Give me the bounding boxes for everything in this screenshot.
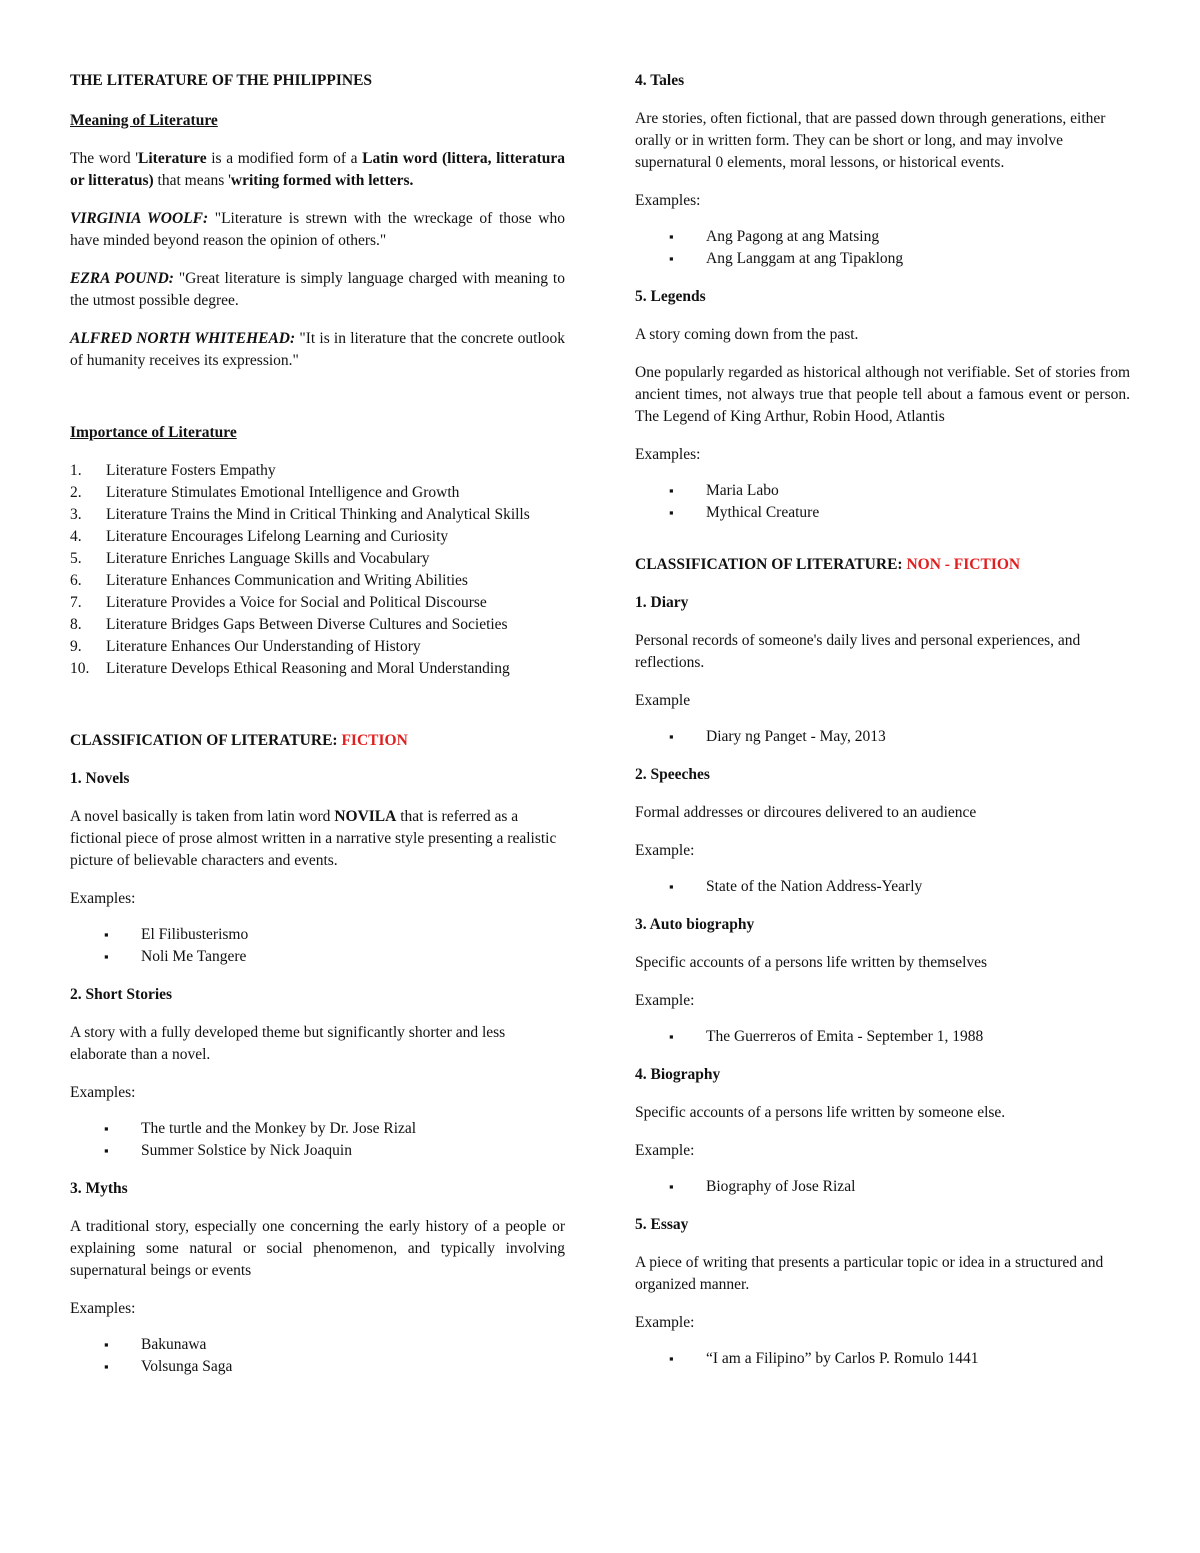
quote-text: "Great literature is simply language charged with meaning to the utmost possible degree. <box>70 270 565 309</box>
tales-description: Are stories, often fictional, that are passed down through generations, either orally or in written form. They can be short or long, and may involve supernatural 0 elements, moral lessons, or historical events. <box>635 110 1106 171</box>
biography-examples-label: Example: <box>635 1142 695 1159</box>
novels-desc-bold: NOVILA <box>334 808 397 825</box>
list-item <box>70 924 565 946</box>
bullet-icon: ▪ <box>669 1351 674 1366</box>
item-text: Literature Enhances Our Understanding of History <box>106 638 421 655</box>
quote-whitehead <box>70 328 565 372</box>
example-text: Summer Solstice by Nick Joaquin <box>141 1142 352 1159</box>
bullet-icon: ▪ <box>104 1337 109 1352</box>
legends-examples <box>635 480 1130 524</box>
quote-text: "Literature is strewn with the wreckage of those who have minded beyond reason the opinion of others." <box>70 210 565 249</box>
quote-text: "It is in literature that the concrete outlook of humanity receives its expression." <box>70 330 565 369</box>
novels-desc-text: A novel basically is taken from latin word <box>70 808 335 825</box>
item-text: Literature Bridges Gaps Between Diverse Cultures and Societies <box>106 616 508 633</box>
essay-title: 5. Essay <box>635 1216 689 1233</box>
bullet-icon: ▪ <box>104 1143 109 1158</box>
list-item <box>70 570 565 592</box>
bullet-icon: ▪ <box>669 483 674 498</box>
list-item <box>70 658 565 680</box>
list-item <box>635 226 1130 248</box>
biography-examples <box>635 1176 1130 1198</box>
bullet-icon: ▪ <box>669 505 674 520</box>
quote-author: ALFRED NORTH WHITEHEAD: <box>70 330 296 347</box>
list-item <box>635 876 1130 898</box>
spacer <box>70 696 565 730</box>
legends-examples-label: Examples: <box>635 446 701 463</box>
importance-heading: Importance of Literature <box>70 424 237 441</box>
diary-description: Personal records of someone's daily lives and personal experiences, and reflections. <box>635 632 1081 671</box>
novels-desc-text-2: that is referred as a fictional piece of prose almost written in a narrative style presenting a realistic picture of believable characters and events. <box>70 808 557 869</box>
importance-list <box>70 460 565 680</box>
def-bold-3: writing formed with letters. <box>230 172 414 189</box>
bullet-icon: ▪ <box>669 879 674 894</box>
item-text: Literature Stimulates Emotional Intelligence and Growth <box>106 484 460 501</box>
item-number: 10. <box>70 660 90 677</box>
item-text: Literature Fosters Empathy <box>106 462 276 479</box>
fiction-heading <box>70 730 565 752</box>
speeches-examples <box>635 876 1130 898</box>
list-item <box>70 1118 565 1140</box>
item-text: Literature Provides a Voice for Social and Political Discourse <box>106 594 487 611</box>
short-stories-title: 2. Short Stories <box>70 986 173 1003</box>
list-item <box>70 482 565 504</box>
autobiography-examples-label: Example: <box>635 992 695 1009</box>
item-number: 4. <box>70 528 82 545</box>
item-text: Literature Encourages Lifelong Learning and Curiosity <box>106 528 449 545</box>
tales-examples-label: Examples: <box>635 192 701 209</box>
short-stories-examples-label: Examples: <box>70 1084 136 1101</box>
example-text: Biography of Jose Rizal <box>706 1178 856 1195</box>
list-item <box>70 1356 565 1378</box>
def-bold-2: Latin word (littera, litteratura or litteratus) <box>70 150 565 189</box>
novels-examples <box>70 924 565 968</box>
bullet-icon: ▪ <box>669 1029 674 1044</box>
item-number: 2. <box>70 484 82 501</box>
bullet-icon: ▪ <box>104 1359 109 1374</box>
example-text: Diary ng Panget - May, 2013 <box>706 728 886 745</box>
myths-title: 3. Myths <box>70 1180 128 1197</box>
autobiography-title: 3. Auto biography <box>635 916 755 933</box>
nonfiction-heading-prefix: CLASSIFICATION OF LITERATURE: <box>635 556 907 573</box>
bullet-icon: ▪ <box>104 927 109 942</box>
novels-title: 1. Novels <box>70 770 130 787</box>
essay-examples-label: Example: <box>635 1314 695 1331</box>
diary-examples <box>635 726 1130 748</box>
def-text-3: that means ' <box>153 172 231 189</box>
left-column <box>70 70 565 1394</box>
list-item <box>70 548 565 570</box>
essay-description: A piece of writing that presents a particular topic or idea in a structured and organized manner. <box>635 1254 1104 1293</box>
autobiography-description: Specific accounts of a persons life written by themselves <box>635 954 988 971</box>
legends-description-2: One popularly regarded as historical although not verifiable. Set of stories from ancient times, not always true that people tell about a famous event or person. The Legend of King Arthur, Robin Hood, Atlantis <box>635 364 1130 425</box>
document-title: THE LITERATURE OF THE PHILIPPINES <box>70 72 373 89</box>
spacer <box>635 540 1130 554</box>
quote-author: EZRA POUND: <box>70 270 174 287</box>
list-item <box>70 592 565 614</box>
speeches-examples-label: Example: <box>635 842 695 859</box>
right-column <box>635 70 1130 1386</box>
bullet-icon: ▪ <box>669 229 674 244</box>
def-text-1: The word ' <box>70 150 139 167</box>
example-text: State of the Nation Address-Yearly <box>706 878 923 895</box>
quote-woolf <box>70 208 565 252</box>
example-text: “I am a Filipino” by Carlos P. Romulo 1441 <box>706 1350 979 1367</box>
diary-title: 1. Diary <box>635 594 689 611</box>
list-item <box>70 460 565 482</box>
def-bold-1: Literature <box>138 150 207 167</box>
biography-description: Specific accounts of a persons life written by someone else. <box>635 1104 1006 1121</box>
example-text: Volsunga Saga <box>141 1358 233 1375</box>
tales-title: 4. Tales <box>635 72 685 89</box>
example-text: El Filibusterismo <box>141 926 249 943</box>
bullet-icon: ▪ <box>669 729 674 744</box>
speeches-title: 2. Speeches <box>635 766 710 783</box>
meaning-definition <box>70 148 565 192</box>
item-number: 6. <box>70 572 82 589</box>
example-text: Ang Pagong at ang Matsing <box>706 228 880 245</box>
list-item <box>635 480 1130 502</box>
example-text: Bakunawa <box>141 1336 207 1353</box>
item-number: 1. <box>70 462 82 479</box>
item-text: Literature Trains the Mind in Critical Thinking and Analytical Skills <box>106 506 530 523</box>
item-number: 3. <box>70 506 82 523</box>
spacer <box>70 388 565 422</box>
list-item <box>635 1348 1130 1370</box>
bullet-icon: ▪ <box>104 1121 109 1136</box>
list-item <box>635 248 1130 270</box>
fiction-heading-prefix: CLASSIFICATION OF LITERATURE: <box>70 732 342 749</box>
tales-examples <box>635 226 1130 270</box>
bullet-icon: ▪ <box>104 949 109 964</box>
nonfiction-heading <box>635 554 1130 576</box>
item-number: 5. <box>70 550 82 567</box>
item-text: Literature Enhances Communication and Writing Abilities <box>106 572 468 589</box>
list-item <box>70 1140 565 1162</box>
list-item <box>70 526 565 548</box>
fiction-heading-highlight: FICTION <box>341 732 408 749</box>
example-text: The Guerreros of Emita - September 1, 1988 <box>706 1028 984 1045</box>
example-text: Mythical Creature <box>706 504 820 521</box>
myths-examples <box>70 1334 565 1378</box>
bullet-icon: ▪ <box>669 251 674 266</box>
nonfiction-heading-highlight: NON - FICTION <box>906 556 1021 573</box>
list-item <box>635 502 1130 524</box>
quote-author: VIRGINIA WOOLF: <box>70 210 209 227</box>
biography-title: 4. Biography <box>635 1066 721 1083</box>
short-stories-examples <box>70 1118 565 1162</box>
example-text: Ang Langgam at ang Tipaklong <box>706 250 904 267</box>
list-item <box>635 1176 1130 1198</box>
example-text: The turtle and the Monkey by Dr. Jose Rizal <box>141 1120 417 1137</box>
list-item <box>70 636 565 658</box>
example-text: Noli Me Tangere <box>141 948 247 965</box>
meaning-heading: Meaning of Literature <box>70 112 218 129</box>
quote-pound <box>70 268 565 312</box>
list-item <box>70 614 565 636</box>
speeches-description: Formal addresses or dircoures delivered to an audience <box>635 804 977 821</box>
legends-description-1: A story coming down from the past. <box>635 326 859 343</box>
autobiography-examples <box>635 1026 1130 1048</box>
list-item <box>70 1334 565 1356</box>
myths-description: A traditional story, especially one concerning the early history of a people or explaining some natural or social phenomenon, and typically involving supernatural beings or events <box>70 1218 565 1279</box>
def-text-2: is a modified form of a <box>206 150 363 167</box>
list-item <box>70 946 565 968</box>
novels-description <box>70 806 565 872</box>
short-stories-description: A story with a fully developed theme but significantly shorter and less elaborate than a novel. <box>70 1024 506 1063</box>
diary-examples-label: Example <box>635 692 691 709</box>
item-number: 8. <box>70 616 82 633</box>
list-item <box>70 504 565 526</box>
legends-title: 5. Legends <box>635 288 706 305</box>
example-text: Maria Labo <box>706 482 779 499</box>
bullet-icon: ▪ <box>669 1179 674 1194</box>
item-number: 9. <box>70 638 82 655</box>
list-item <box>635 1026 1130 1048</box>
essay-examples <box>635 1348 1130 1370</box>
item-number: 7. <box>70 594 82 611</box>
list-item <box>635 726 1130 748</box>
myths-examples-label: Examples: <box>70 1300 136 1317</box>
item-text: Literature Develops Ethical Reasoning and Moral Understanding <box>106 660 510 677</box>
novels-examples-label: Examples: <box>70 890 136 907</box>
item-text: Literature Enriches Language Skills and Vocabulary <box>106 550 430 567</box>
